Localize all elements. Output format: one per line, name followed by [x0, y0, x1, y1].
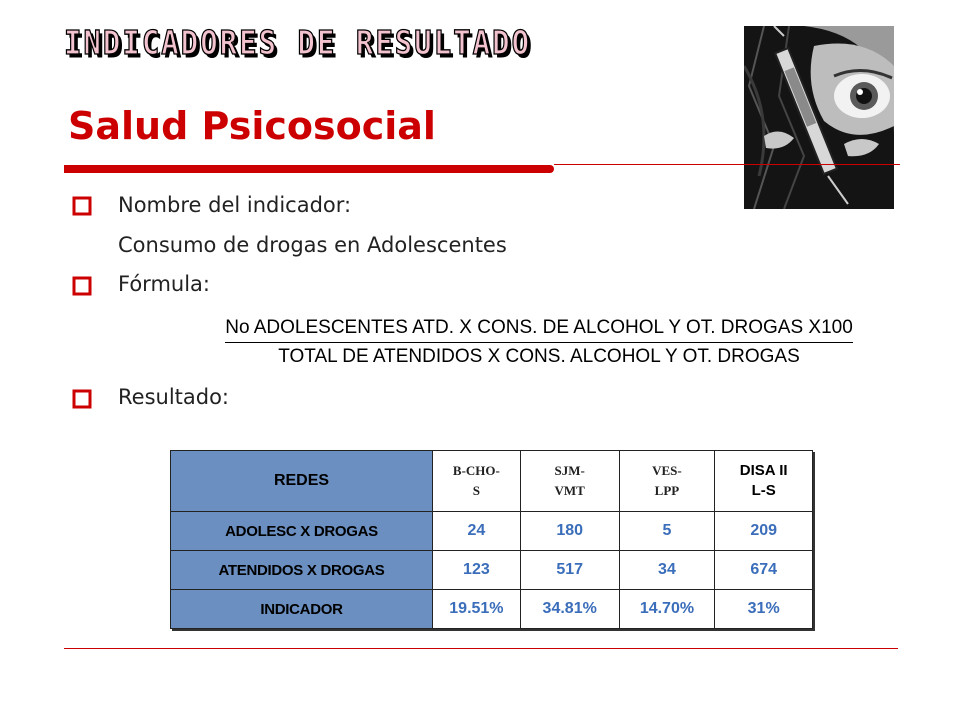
section-banner: INDICADORES DE RESULTADO [64, 24, 532, 63]
header-disa-ii-ls [715, 451, 813, 512]
header-b-cho-s [433, 451, 521, 512]
table-cell: 209 [715, 512, 813, 551]
eye-syringe-icon [744, 26, 894, 209]
table-cell: 517 [520, 551, 619, 590]
table-cell: 180 [520, 512, 619, 551]
bullet-label-indicator-name: Nombre del indicador: [118, 193, 352, 217]
header-sjm-vmt-line1: SJM- [554, 463, 585, 478]
header-b-cho-s-line1: B-CHO- [452, 463, 500, 478]
table-cell: 674 [715, 551, 813, 590]
header-disa-line1: DISA II [739, 462, 788, 479]
bullet-label-result: Resultado: [118, 385, 230, 409]
header-sjm-vmt-line2: VMT [554, 483, 585, 498]
table-cell: 34.81% [520, 590, 619, 629]
title-underline-line [554, 164, 900, 165]
square-bullet-icon [72, 196, 92, 216]
table-header-row [171, 451, 813, 512]
formula-numerator: No ADOLESCENTES ATD. X CONS. DE ALCOHOL Y OT. DROGAS X100 [225, 314, 853, 343]
table-cell: 31% [715, 590, 813, 629]
header-sjm-vmt [520, 451, 619, 512]
table-cell: 34 [619, 551, 715, 590]
square-bullet-icon [72, 389, 92, 409]
table-cell: 19.51% [433, 590, 521, 629]
formula-denominator: TOTAL DE ATENDIDOS X CONS. ALCOHOL Y OT. DROGAS [278, 346, 800, 367]
drug-illustration-image [744, 26, 894, 209]
table-cell: 123 [433, 551, 521, 590]
table-row [171, 551, 813, 590]
bullet-label-formula: Fórmula: [118, 272, 210, 296]
indicator-name-value: Consumo de drogas en Adolescentes [118, 233, 507, 257]
page-title: Salud Psicosocial [68, 104, 436, 148]
footer-divider [64, 648, 898, 649]
header-ves-lpp-line2: LPP [654, 483, 680, 498]
header-b-cho-s-line2: S [472, 483, 481, 498]
row-label: ADOLESC X DROGAS [171, 512, 433, 551]
header-ves-lpp-line1: VES- [652, 463, 682, 478]
results-table [170, 450, 813, 629]
header-redes: REDES [171, 451, 433, 512]
row-label: INDICADOR [171, 590, 433, 629]
square-bullet-icon [72, 276, 92, 296]
formula-fraction [168, 314, 910, 371]
header-disa-line2: L-S [751, 482, 776, 499]
table-row [171, 590, 813, 629]
header-ves-lpp [619, 451, 715, 512]
row-label: ATENDIDOS X DROGAS [171, 551, 433, 590]
table-row [171, 512, 813, 551]
table-cell: 24 [433, 512, 521, 551]
title-underline-bar [64, 165, 554, 173]
table-cell: 5 [619, 512, 715, 551]
table-cell: 14.70% [619, 590, 715, 629]
